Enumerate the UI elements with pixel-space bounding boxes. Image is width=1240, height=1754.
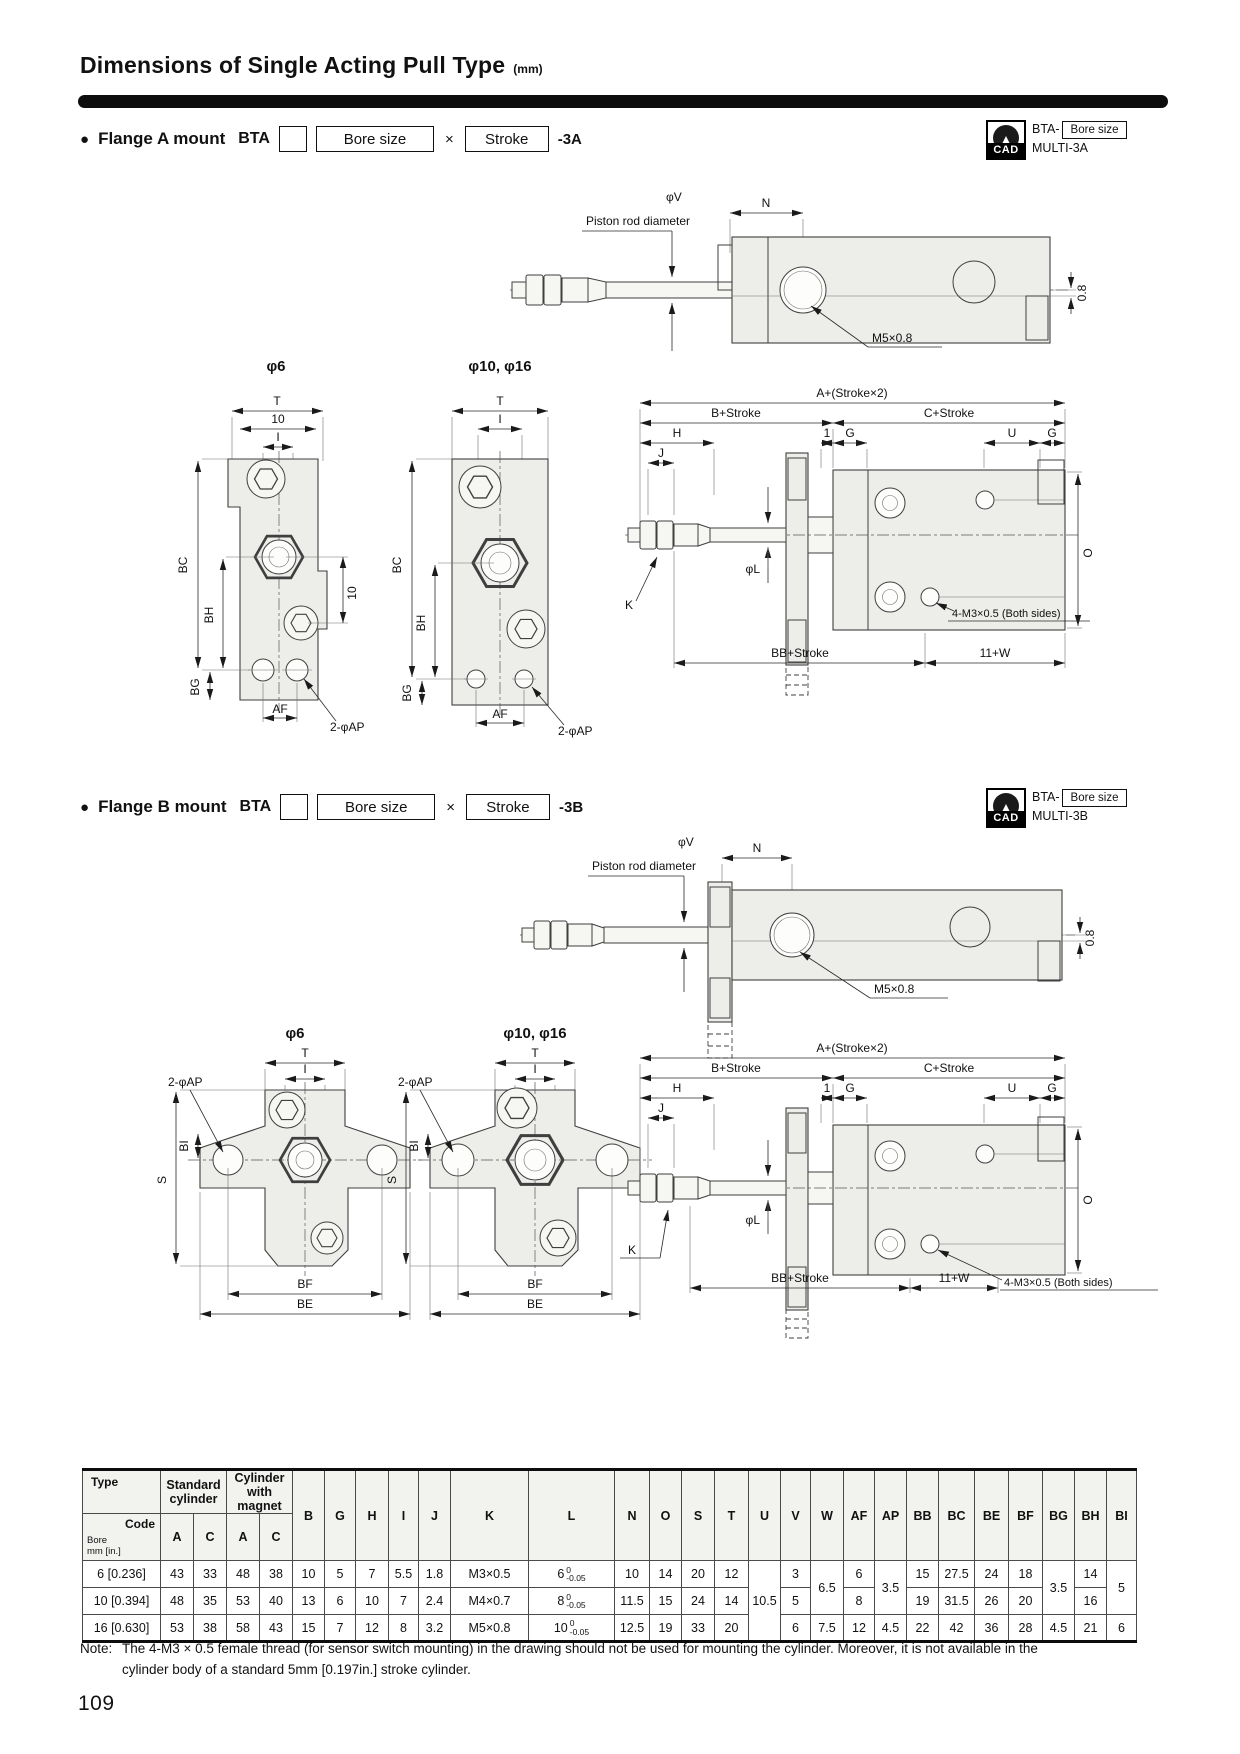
value-cell: 38 bbox=[260, 1561, 293, 1588]
section-a-header bbox=[80, 124, 582, 154]
value-cell: 16 bbox=[1075, 1588, 1107, 1615]
col-header-ap: AP bbox=[875, 1470, 907, 1561]
value-cell-tolerance: 10 0 -0.05 bbox=[529, 1615, 615, 1642]
dimension-table-wrap bbox=[82, 1468, 1137, 1643]
value-cell: 12 bbox=[844, 1615, 875, 1642]
dim-label-phi-l: φL bbox=[745, 562, 760, 576]
label-2-phi-ap: 2-φAP bbox=[330, 720, 365, 734]
group-cylinder-with-magnet: Cylinder with magnet bbox=[227, 1470, 293, 1514]
section-b-header bbox=[80, 792, 583, 822]
corner-bore-label: Bore mm [in.] bbox=[87, 1535, 121, 1557]
sub-header-mag-a: A bbox=[227, 1514, 260, 1561]
cad-bore-box: Bore size bbox=[1062, 789, 1128, 807]
page-title-text: Dimensions of Single Acting Pull Type bbox=[80, 52, 506, 78]
dim-label-a-stroke: A+(Stroke×2) bbox=[816, 386, 888, 400]
col-header-i: I bbox=[389, 1470, 419, 1561]
value-cell: 18 bbox=[1009, 1561, 1043, 1588]
dim-label-g2: G bbox=[1047, 1081, 1057, 1095]
front-view-phi6-b bbox=[155, 1025, 422, 1320]
col-header-n: N bbox=[615, 1470, 650, 1561]
label-piston-rod-diameter: Piston rod diameter bbox=[586, 214, 691, 228]
value-cell: 42 bbox=[939, 1615, 975, 1642]
value-cell: 3 bbox=[781, 1561, 811, 1588]
dim-label-g1: G bbox=[845, 1081, 855, 1095]
front-view-phi6-a bbox=[176, 358, 364, 734]
order-code-blank-box bbox=[279, 126, 307, 152]
bore-cell: 16 [0.630] bbox=[83, 1615, 161, 1642]
col-header-b: B bbox=[293, 1470, 325, 1561]
value-cell: 3.2 bbox=[419, 1615, 451, 1642]
value-cell: 24 bbox=[975, 1561, 1009, 1588]
dim-label-n: N bbox=[752, 841, 762, 855]
value-cell: 5 bbox=[325, 1561, 356, 1588]
value-cell: 10 bbox=[615, 1561, 650, 1588]
value-cell: 15 bbox=[907, 1561, 939, 1588]
dim-label-s: S bbox=[155, 1175, 169, 1185]
dim-label-i: I bbox=[276, 430, 280, 444]
label-m5-thread: M5×0.8 bbox=[872, 331, 913, 345]
page-number: 109 bbox=[78, 1692, 115, 1715]
value-cell: 12 bbox=[715, 1561, 749, 1588]
dim-label-bf: BF bbox=[297, 1277, 313, 1291]
value-cell: 27.5 bbox=[939, 1561, 975, 1588]
value-cell: M3×0.5 bbox=[451, 1561, 529, 1588]
sub-header-std-a: A bbox=[161, 1514, 194, 1561]
value-cell: 24 bbox=[682, 1588, 715, 1615]
dim-label-1: 1 bbox=[823, 426, 831, 440]
value-cell: 20 bbox=[715, 1615, 749, 1642]
cad-icon bbox=[986, 788, 1026, 828]
side-view-top-a bbox=[510, 190, 1089, 351]
dim-label-n: N bbox=[761, 196, 771, 210]
dim-label-k: K bbox=[627, 1243, 637, 1257]
cad-badge-label: CAD bbox=[988, 811, 1024, 826]
label-piston-rod-diameter: Piston rod diameter bbox=[592, 859, 697, 873]
dim-label-10-top: 10 bbox=[271, 412, 285, 426]
cad-multi-label: MULTI-3A bbox=[1032, 141, 1089, 155]
dim-label-bb-stroke: BB+Stroke bbox=[771, 646, 829, 660]
col-header-t: T bbox=[715, 1470, 749, 1561]
dim-label-1: 1 bbox=[823, 1081, 831, 1095]
value-cell: 5.5 bbox=[389, 1561, 419, 1588]
dim-label-phi-v: φV bbox=[666, 190, 682, 204]
value-cell: 14 bbox=[715, 1588, 749, 1615]
label-4-m3-thread: 4-M3×0.5 (Both sides) bbox=[952, 608, 1061, 620]
value-cell: 4.5 bbox=[875, 1615, 907, 1642]
value-cell: 8 bbox=[844, 1588, 875, 1615]
order-code-blank-box bbox=[280, 794, 308, 820]
piston-rod-assembly bbox=[512, 275, 732, 305]
col-header-bf: BF bbox=[1009, 1470, 1043, 1561]
value-cell: 38 bbox=[194, 1615, 227, 1642]
dim-label-a-stroke: A+(Stroke×2) bbox=[816, 1041, 888, 1055]
value-cell-merged: 3.5 bbox=[875, 1561, 907, 1615]
value-cell: 14 bbox=[1075, 1561, 1107, 1588]
col-header-af: AF bbox=[844, 1470, 875, 1561]
bore-cell: 6 [0.236] bbox=[83, 1561, 161, 1588]
value-cell: 15 bbox=[293, 1615, 325, 1642]
col-header-l: L bbox=[529, 1470, 615, 1561]
section-a-model: BTA bbox=[238, 130, 270, 147]
dim-label-o: O bbox=[1081, 1195, 1095, 1205]
dim-label-bi: BI bbox=[407, 1140, 421, 1152]
value-cell-merged: 6.5 bbox=[811, 1561, 844, 1615]
note-line-1: The 4-M3 × 0.5 female thread (for sensor switch mounting) in the drawing should not be used for mounting the cylinder. Moreover, it is not available in the bbox=[122, 1641, 1038, 1656]
value-cell: 35 bbox=[194, 1588, 227, 1615]
value-cell-tolerance: 8 0 -0.05 bbox=[529, 1588, 615, 1615]
page-title-unit: (mm) bbox=[513, 62, 543, 76]
value-cell: 1.8 bbox=[419, 1561, 451, 1588]
dim-label-u: U bbox=[1007, 1081, 1017, 1095]
value-cell-tolerance: 6 0 -0.05 bbox=[529, 1561, 615, 1588]
dim-label-j: J bbox=[658, 446, 664, 460]
dim-label-be: BE bbox=[526, 1297, 544, 1311]
value-cell: 8 bbox=[389, 1615, 419, 1642]
dim-label-08: 0.8 bbox=[1083, 929, 1097, 947]
value-cell-merged: 3.5 bbox=[1043, 1561, 1075, 1615]
dim-label-t: T bbox=[301, 1046, 309, 1060]
side-view-main-b bbox=[620, 1041, 1158, 1338]
dim-label-k: K bbox=[624, 598, 634, 612]
col-header-g: G bbox=[325, 1470, 356, 1561]
table-row bbox=[83, 1561, 1137, 1588]
cad-icon bbox=[986, 120, 1026, 160]
value-cell: 43 bbox=[161, 1561, 194, 1588]
flange-b-drawing bbox=[80, 830, 1165, 1435]
value-cell: 53 bbox=[161, 1615, 194, 1642]
dim-label-bc: BC bbox=[390, 556, 404, 574]
value-cell: 15 bbox=[650, 1588, 682, 1615]
group-standard-cylinder: Standard cylinder bbox=[161, 1470, 227, 1514]
col-header-bc: BC bbox=[939, 1470, 975, 1561]
dim-label-h: H bbox=[672, 426, 682, 440]
note-line-2: cylinder body of a standard 5mm [0.197in.] stroke cylinder. bbox=[122, 1662, 471, 1677]
value-cell: 22 bbox=[907, 1615, 939, 1642]
label-4-m3-thread: 4-M3×0.5 (Both sides) bbox=[1004, 1277, 1113, 1289]
value-cell: 5 bbox=[781, 1588, 811, 1615]
value-cell: 7 bbox=[389, 1588, 419, 1615]
value-cell: 33 bbox=[682, 1615, 715, 1642]
value-cell: 48 bbox=[227, 1561, 260, 1588]
order-code-suffix: -3A bbox=[557, 130, 582, 148]
side-view-main-a bbox=[625, 386, 1095, 695]
dim-label-bb-stroke: BB+Stroke bbox=[771, 1271, 829, 1285]
value-cell: 6 bbox=[781, 1615, 811, 1642]
order-code-bore-box: Bore size bbox=[316, 126, 434, 152]
value-cell: 4.5 bbox=[1043, 1615, 1075, 1642]
dim-label-af: AF bbox=[492, 707, 508, 721]
col-header-bb: BB bbox=[907, 1470, 939, 1561]
order-code-times: × bbox=[444, 130, 454, 148]
dim-label-t: T bbox=[496, 394, 504, 408]
col-header-k: K bbox=[451, 1470, 529, 1561]
cad-multi-label: MULTI-3B bbox=[1032, 809, 1089, 823]
value-cell: 20 bbox=[682, 1561, 715, 1588]
value-cell-merged: 5 bbox=[1107, 1561, 1137, 1615]
col-header-o: O bbox=[650, 1470, 682, 1561]
dimensions-table bbox=[82, 1468, 1137, 1643]
dim-label-t: T bbox=[531, 1046, 539, 1060]
cad-badge-label: CAD bbox=[988, 143, 1024, 158]
col-header-bi: BI bbox=[1107, 1470, 1137, 1561]
section-b-model: BTA bbox=[239, 798, 272, 815]
bullet-icon: ● bbox=[80, 798, 90, 816]
piston-rod-assembly bbox=[628, 1174, 786, 1202]
label-2-phi-ap: 2-φAP bbox=[398, 1075, 433, 1089]
value-cell: 31.5 bbox=[939, 1588, 975, 1615]
dim-label-phi-l: φL bbox=[745, 1213, 760, 1227]
value-cell: 6 bbox=[844, 1561, 875, 1588]
dim-label-t: T bbox=[273, 394, 281, 408]
value-cell: 6 bbox=[325, 1588, 356, 1615]
dim-label-s: S bbox=[385, 1175, 399, 1185]
value-cell: 43 bbox=[260, 1615, 293, 1642]
corner-code-label: Code bbox=[125, 1517, 155, 1531]
view-title-phi10-16: φ10, φ16 bbox=[503, 1025, 567, 1042]
value-cell: 10 bbox=[293, 1561, 325, 1588]
value-cell: 13 bbox=[293, 1588, 325, 1615]
value-cell: 19 bbox=[650, 1615, 682, 1642]
col-header-u: U bbox=[749, 1470, 781, 1561]
cad-bore-box: Bore size bbox=[1062, 121, 1128, 139]
view-title-phi6: φ6 bbox=[266, 358, 286, 375]
note-text bbox=[122, 1638, 1038, 1680]
dim-label-phi-v: φV bbox=[678, 835, 694, 849]
value-cell: 58 bbox=[227, 1615, 260, 1642]
order-code-stroke-box: Stroke bbox=[465, 126, 549, 152]
dim-label-b-stroke: B+Stroke bbox=[711, 1061, 761, 1075]
sub-header-std-c: C bbox=[194, 1514, 227, 1561]
value-cell: 48 bbox=[161, 1588, 194, 1615]
dim-label-08: 0.8 bbox=[1075, 284, 1089, 302]
dim-label-bf: BF bbox=[527, 1277, 543, 1291]
order-code-times: × bbox=[446, 798, 455, 816]
view-title-phi10-16: φ10, φ16 bbox=[468, 358, 532, 375]
flange-a-drawing bbox=[80, 165, 1165, 790]
dim-label-h: H bbox=[672, 1081, 682, 1095]
dim-label-11-w: 11+W bbox=[938, 1271, 970, 1285]
label-2-phi-ap: 2-φAP bbox=[168, 1075, 203, 1089]
note-label: Note: bbox=[80, 1641, 113, 1656]
order-code-stroke-box: Stroke bbox=[466, 794, 550, 820]
side-view-top-b bbox=[520, 835, 1097, 1058]
value-cell: 28 bbox=[1009, 1615, 1043, 1642]
order-code-suffix: -3B bbox=[558, 798, 584, 816]
dim-label-g2: G bbox=[1047, 426, 1057, 440]
value-cell: 36 bbox=[975, 1615, 1009, 1642]
table-row bbox=[83, 1588, 1137, 1615]
dim-label-10-right: 10 bbox=[345, 586, 359, 600]
col-header-bh: BH bbox=[1075, 1470, 1107, 1561]
dim-label-c-stroke: C+Stroke bbox=[923, 1061, 975, 1075]
corner-type-cell bbox=[83, 1470, 161, 1514]
value-cell: 33 bbox=[194, 1561, 227, 1588]
col-header-bg: BG bbox=[1043, 1470, 1075, 1561]
dim-label-b-stroke: B+Stroke bbox=[711, 406, 761, 420]
cad-badge-b bbox=[986, 788, 1127, 828]
value-cell: 53 bbox=[227, 1588, 260, 1615]
col-header-h: H bbox=[356, 1470, 389, 1561]
dim-label-u: U bbox=[1007, 426, 1017, 440]
value-cell: 26 bbox=[975, 1588, 1009, 1615]
col-header-w: W bbox=[811, 1470, 844, 1561]
piston-rod-assembly bbox=[628, 521, 786, 549]
col-header-v: V bbox=[781, 1470, 811, 1561]
dim-label-c-stroke: C+Stroke bbox=[923, 406, 975, 420]
dim-label-i: I bbox=[498, 412, 502, 426]
col-header-j: J bbox=[419, 1470, 451, 1561]
flange-b-drawing-svg bbox=[80, 830, 1165, 1430]
value-cell: 7 bbox=[356, 1561, 389, 1588]
cad-model-prefix: BTA- bbox=[1032, 790, 1060, 804]
dim-label-j: J bbox=[658, 1101, 664, 1115]
cad-badge-a bbox=[986, 120, 1127, 160]
dim-label-be: BE bbox=[296, 1297, 314, 1311]
value-cell: 12 bbox=[356, 1615, 389, 1642]
value-cell-merged: 10.5 bbox=[749, 1561, 781, 1642]
dim-label-bi: BI bbox=[177, 1140, 191, 1152]
value-cell: 6 bbox=[1107, 1615, 1137, 1642]
dim-label-g1: G bbox=[845, 426, 855, 440]
dim-label-o: O bbox=[1081, 548, 1095, 558]
dim-label-i: I bbox=[303, 1062, 307, 1076]
bullet-icon: ● bbox=[80, 130, 90, 148]
label-2-phi-ap: 2-φAP bbox=[558, 724, 593, 738]
value-cell: M4×0.7 bbox=[451, 1588, 529, 1615]
value-cell: 19 bbox=[907, 1588, 939, 1615]
col-header-be: BE bbox=[975, 1470, 1009, 1561]
value-cell: 2.4 bbox=[419, 1588, 451, 1615]
section-a-title: Flange A mount bbox=[98, 129, 226, 148]
dim-label-bg: BG bbox=[400, 684, 414, 702]
dim-label-bh: BH bbox=[414, 614, 428, 632]
cad-model-prefix: BTA- bbox=[1032, 122, 1060, 136]
col-header-s: S bbox=[682, 1470, 715, 1561]
flange-b-plate-side bbox=[786, 1108, 808, 1338]
value-cell: M5×0.8 bbox=[451, 1615, 529, 1642]
page-title bbox=[80, 52, 543, 79]
order-code-bore-box: Bore size bbox=[317, 794, 435, 820]
dim-label-11-w: 11+W bbox=[979, 646, 1011, 660]
section-b-title: Flange B mount bbox=[98, 797, 227, 816]
value-cell: 10 bbox=[356, 1588, 389, 1615]
dim-label-af: AF bbox=[272, 702, 288, 716]
dim-label-bg: BG bbox=[188, 678, 202, 696]
corner-code-cell bbox=[83, 1514, 161, 1561]
value-cell: 40 bbox=[260, 1588, 293, 1615]
dim-label-bh: BH bbox=[202, 606, 216, 624]
dim-label-bc: BC bbox=[176, 556, 190, 574]
value-cell: 7 bbox=[325, 1615, 356, 1642]
label-m5-thread: M5×0.8 bbox=[874, 982, 915, 996]
value-cell: 20 bbox=[1009, 1588, 1043, 1615]
bore-cell: 10 [0.394] bbox=[83, 1588, 161, 1615]
piston-rod-assembly bbox=[522, 921, 708, 949]
sub-header-mag-c: C bbox=[260, 1514, 293, 1561]
corner-type-label: Type bbox=[91, 1475, 119, 1489]
title-rule bbox=[78, 95, 1168, 108]
value-cell: 12.5 bbox=[615, 1615, 650, 1642]
value-cell: 14 bbox=[650, 1561, 682, 1588]
flange-a-drawing-svg bbox=[80, 165, 1165, 785]
view-title-phi6: φ6 bbox=[285, 1025, 305, 1042]
value-cell: 7.5 bbox=[811, 1615, 844, 1642]
value-cell: 21 bbox=[1075, 1615, 1107, 1642]
flange-b-plate bbox=[708, 882, 732, 1058]
dim-label-i: I bbox=[533, 1062, 537, 1076]
value-cell: 11.5 bbox=[615, 1588, 650, 1615]
footnote bbox=[80, 1638, 1170, 1680]
front-view-phi10-16-b bbox=[385, 1025, 652, 1320]
front-view-phi10-16-a bbox=[390, 358, 592, 738]
